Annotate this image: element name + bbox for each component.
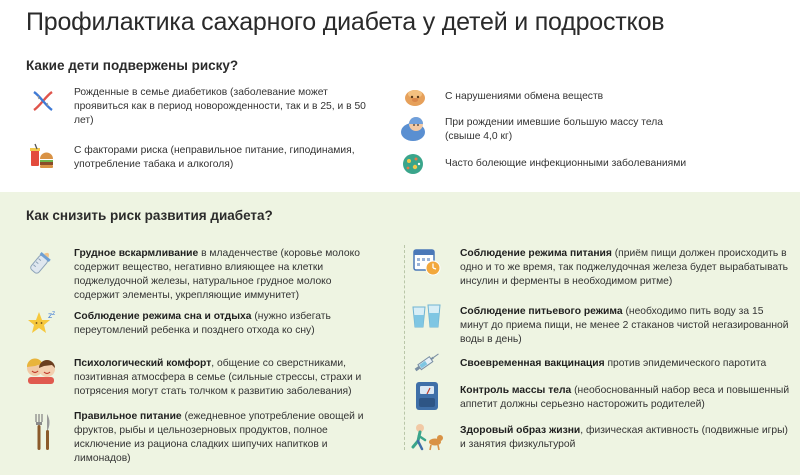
junk-food-icon <box>26 142 56 172</box>
risk-item-metabolism: С нарушениями обмена веществ <box>445 91 604 102</box>
running-dog-icon <box>410 420 444 452</box>
prevention-nutrition: Правильное питание (ежедневное употребление овощей и фруктов, рыбы и цельнозерновых продуктов, полное исключение из рациона сладких шипучих напитков и лимонадов) <box>74 411 364 464</box>
risk-item-risk-factors: С факторами риска (неправильное питание, гиподинамия, употребление табака и алкоголя) <box>74 145 355 170</box>
prevention-healthy-lifestyle: Здоровый образ жизни, физическая активность (подвижные игры) и занятия физкультурой <box>460 425 788 450</box>
risk-item-birth-weight: При рождении имевшие большую массу тела (свыше 4,0 кг) <box>445 117 663 142</box>
page-title: Профилактика сахарного диабета у детей и подростков <box>26 8 665 36</box>
prevention-breastfeeding: Грудное вскармливание в младенчестве (коровье молоко содержит вещество, негативно влияющее на клетки поджелудочной железы, натуральное грудное молоко содержит элементы, укрепляющие иммунитет) <box>74 248 360 301</box>
baby-icon <box>398 114 428 144</box>
risk-item-heredity: Рожденные в семье диабетиков (заболевание может проявиться как в период новорожденности, так и в 25, и в 50 лет) <box>74 87 366 126</box>
risk-heading: Какие дети подвержены риску? <box>26 58 239 73</box>
prevention-psychological: Психологический комфорт, общение со сверстниками, позитивная атмосфера в семье (сильные стрессы, страхи и потрясения могут стать толчком к развитию заболевания) <box>74 358 362 397</box>
water-glasses-icon <box>410 301 444 331</box>
kids-icon <box>24 357 58 385</box>
scale-icon <box>414 380 440 412</box>
sleep-star-icon <box>26 309 58 337</box>
prevention-weight-control: Контроль массы тела (необоснованный набор веса и повышенный аппетит должны серьезно насторожить родителей) <box>460 385 790 410</box>
cutlery-icon <box>32 412 54 452</box>
prevention-drinking: Соблюдение питьевого режима (необходимо пить воду за 15 минут до приема пищи, не менее 2 стаканов чистой негазированной воды в день) <box>460 306 789 345</box>
virus-icon <box>400 151 426 177</box>
prevention-meal-schedule: Соблюдение режима питания (приём пищи должен происходить в одно и то же время, так поджелудочная железа будет вырабатывать инсулин и ферменты в необходимом ритме) <box>460 248 789 287</box>
prevention-vaccination: Своевременная вакцинация против эпидемического паротита <box>460 358 767 369</box>
baby-bottle-icon <box>26 247 56 277</box>
piggy-icon <box>402 86 428 108</box>
dna-icon <box>30 88 56 114</box>
column-divider <box>404 245 405 450</box>
risk-item-infections: Часто болеющие инфекционными заболеваниями <box>445 158 687 169</box>
svg-text:z: z <box>52 310 56 317</box>
prevention-heading: Как снизить риск развития диабета? <box>26 208 273 223</box>
syringe-icon <box>412 349 442 375</box>
prevention-sleep: Соблюдение режима сна и отдыха (нужно избегать переутомлений ребенка и позднего отхода ко сну) <box>74 311 331 336</box>
calendar-clock-icon <box>412 247 442 277</box>
svg-text:z: z <box>48 311 53 320</box>
